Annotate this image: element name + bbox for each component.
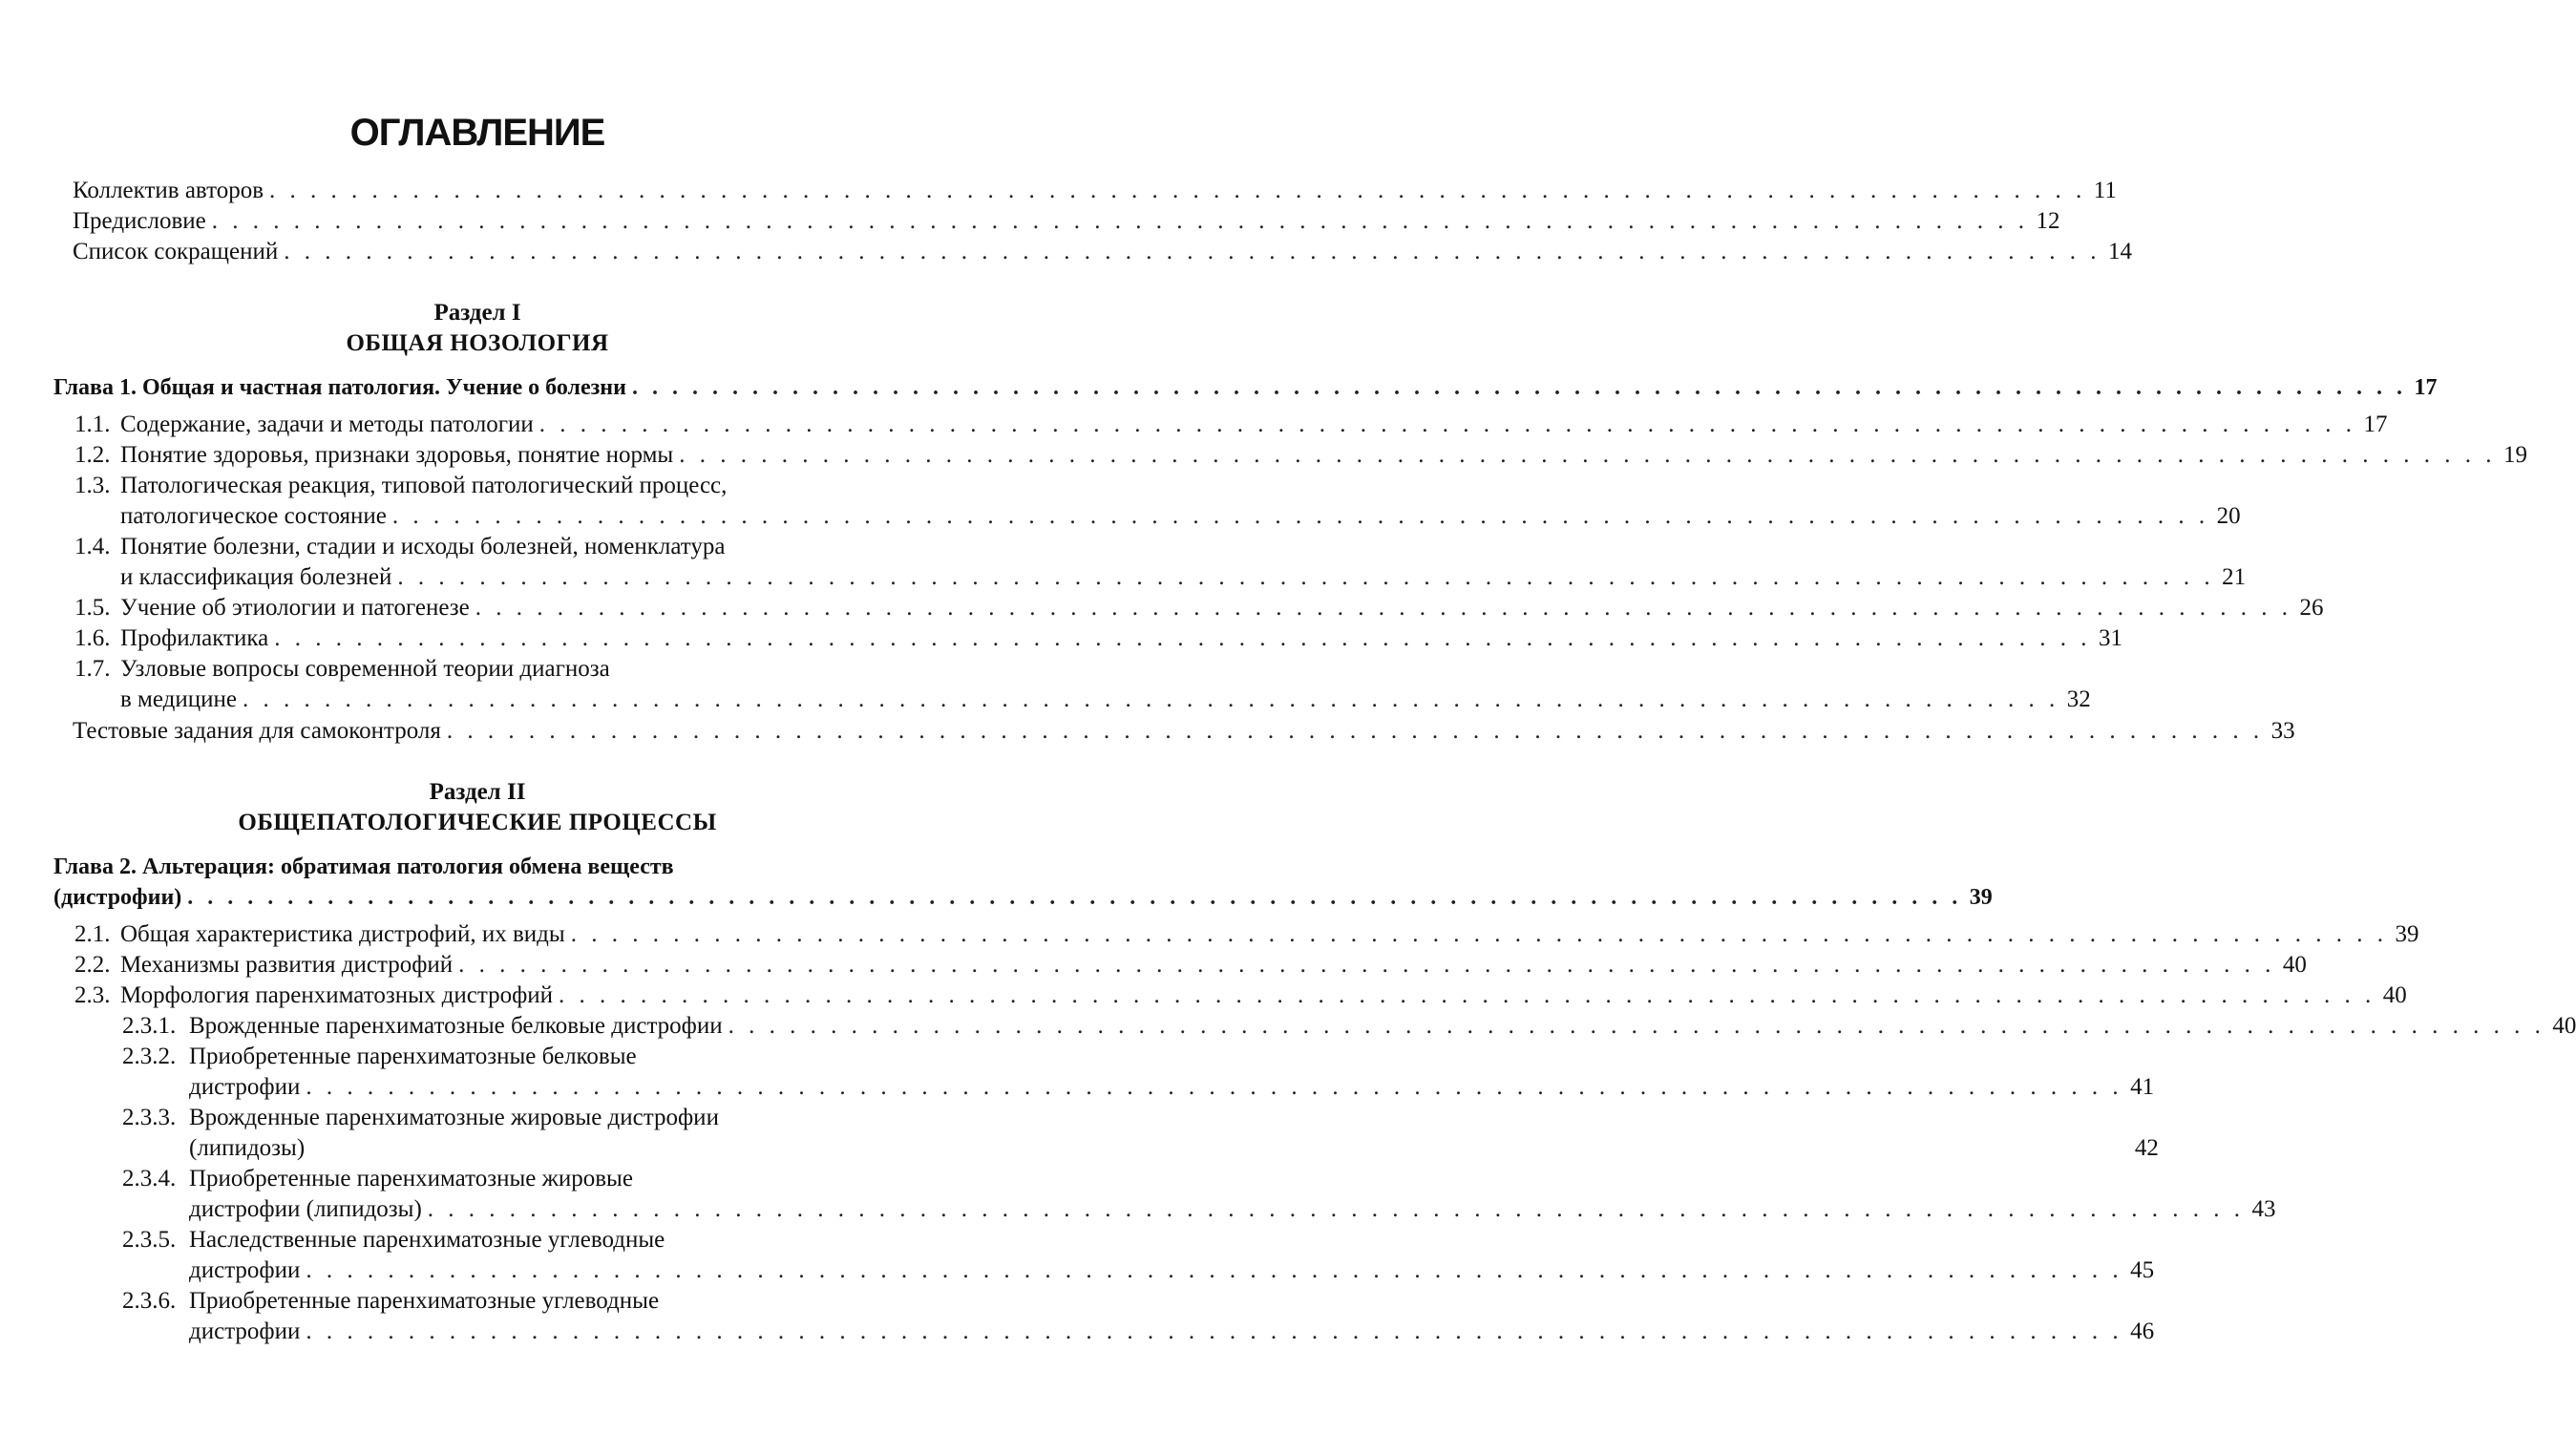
toc-entry[interactable] <box>0 410 2388 440</box>
toc-entry-text: Морфология паренхиматозных дистрофий <box>120 982 554 1008</box>
toc-entry[interactable] <box>0 654 955 685</box>
toc-entry-text: Предисловие <box>73 208 206 234</box>
toc-subentry[interactable] <box>0 1011 2576 1042</box>
toc-entry-text: дистрофии <box>189 1257 301 1283</box>
toc-entry-text: дистрофии (липидозы) <box>189 1196 422 1222</box>
section-label: Раздел II <box>429 779 526 805</box>
toc-entry-authors[interactable] <box>0 176 2117 206</box>
leader-dots: . . . . . . . . . . . . . . . . . . . . . . . . . . . . . . . . . . . . . . . . . . . . . . . . . . . . . . . . . . . . . . . . . . . . . . . . . . . . . . . . . . . . . . . . . <box>274 625 2091 651</box>
toc-page-number: 19 <box>2502 442 2527 468</box>
toc-entry-number: 1.4. <box>74 534 111 559</box>
toc-page-number: 32 <box>2066 686 2091 712</box>
toc-page-number: 46 <box>2130 1318 2155 1344</box>
toc-entry[interactable] <box>0 471 955 501</box>
toc-entry-tests[interactable] <box>0 716 2295 747</box>
leader-dots: . . . . . . . . . . . . . . . . . . . . . . . . . . . . . . . . . . . . . . . . . . . . . . . . . . . . . . . . . . . . . . . . . . . . . . . . . . . . . . . . . . . . . . . . . <box>728 1013 2545 1039</box>
leader-dots: . . . . . . . . . . . . . . . . . . . . . . . . . . . . . . . . . . . . . . . . . . . . . . . . . . . . . . . . . . . . . . . . . . . . . . . . . . . . . . . . . . . . . . . . . <box>631 375 2407 400</box>
toc-entry-continuation[interactable] <box>0 562 2247 593</box>
leader-dots: . . . . . . . . . . . . . . . . . . . . . . . . . . . . . . . . . . . . . . . . . . . . . . . . . . . . . . . . . . . . . . . . . . . . . . . . . . . . . . . . . . . . . . . . . <box>458 952 2275 978</box>
toc-entry-text: в медицине <box>120 686 237 712</box>
toc-entry-number: 2.3. <box>74 982 111 1008</box>
section-label: Раздел I <box>433 300 521 326</box>
page-title: ОГЛАВЛЕНИЕ <box>349 112 605 154</box>
leader-dots: . . . . . . . . . . . . . . . . . . . . . . . . . . . . . . . . . . . . . . . . . . . . . . . . . . . . . . . . . . . . . . . . . . . . . . . . . . . . . . . . . . . . . . . . . <box>538 411 2356 437</box>
toc-subentry[interactable] <box>0 1164 955 1194</box>
toc-entry-text: Коллектив авторов <box>73 178 264 203</box>
toc-entry[interactable] <box>0 440 2527 471</box>
toc-page-number: 17 <box>2414 375 2438 400</box>
toc-chapter-2-continuation[interactable] <box>0 882 1993 913</box>
toc-entry-number: 1.7. <box>74 656 111 682</box>
leader-dots: . . . . . . . . . . . . . . . . . . . . . . . . . . . . . . . . . . . . . . . . . . . . . . . . . . . . . . . . . . . . . . . . . . . . . . . . . . . . . . . . . . . . . . . . . <box>211 208 2029 234</box>
leader-dots: . . . . . . . . . . . . . . . . . . . . . . . . . . . . . . . . . . . . . . . . . . . . . . . . . . . . . . . . . . . . . . . . . . . . . . . . . . . . . . . . . . . . . . . . . <box>427 1196 2245 1222</box>
toc-entry-text-line1: Патологическая реакция, типовой патологический процесс, <box>120 473 728 498</box>
toc-page-number: 31 <box>2098 625 2122 651</box>
toc-entry-text: Список сокращений <box>73 239 279 264</box>
toc-subentry-number: 2.3.5. <box>122 1227 177 1253</box>
leader-dots: . . . . . . . . . . . . . . . . . . . . . . . . . . . . . . . . . . . . . . . . . . . . . . . . . . . . . . . . . . . . . . . . . . . . . . . . . . . . . . . . . . . . . . . . . <box>187 885 1962 910</box>
toc-subentry-number: 2.3.4. <box>122 1166 177 1191</box>
toc-chapter-2[interactable] <box>0 852 955 882</box>
toc-entry[interactable] <box>0 981 2407 1011</box>
toc-entry-text: Тестовые задания для самоконтроля <box>73 718 441 744</box>
leader-dots: . . . . . . . . . . . . . . . . . . . . . . . . . . . . . . . . . . . . . . . . . . . . . . . . . . . . . . . . . . . . . . . . . . . . . . . . . . . . . . . . . . . . . . . . . <box>306 1318 2123 1344</box>
toc-entry-text: дистрофии <box>189 1318 301 1344</box>
toc-entry-text: Профилактика <box>120 625 269 651</box>
toc-page-number: 42 <box>2134 1135 2159 1161</box>
toc-chapter-text-line1: Глава 2. Альтерация: обратимая патология обмена веществ <box>53 854 674 879</box>
toc-entry-text: (липидозы) <box>189 1135 306 1161</box>
toc-subentry-continuation[interactable] <box>0 1194 2276 1225</box>
toc-subentry-number: 2.3.6. <box>122 1288 177 1314</box>
leader-dots: . . . . . . . . . . . . . . . . . . . . . . . . . . . . . . . . . . . . . . . . . . . . . . . . . . . . . . . . . . . . . . . . . . . . . . . . . . . . . . . . . . . . . . . . . <box>242 686 2059 712</box>
toc-page-number: 39 <box>2395 921 2419 947</box>
toc-entry[interactable] <box>0 593 2324 623</box>
toc-page-number: 41 <box>2130 1074 2155 1100</box>
toc-subentry[interactable] <box>0 1103 955 1133</box>
leader-dots: . . . . . . . . . . . . . . . . . . . . . . . . . . . . . . . . . . . . . . . . . . . . . . . . . . . . . . . . . . . . . . . . . . . . . . . . . . . . . . . . . . . . . . . . . <box>446 718 2264 744</box>
toc-page-number: 14 <box>2108 239 2132 264</box>
toc-entry-text: Общая характеристика дистрофий, их виды <box>120 921 565 947</box>
toc-entry-number: 1.3. <box>74 473 111 498</box>
toc-subentry[interactable] <box>0 1225 955 1255</box>
toc-entry-text-line1: Приобретенные паренхиматозные жировые <box>189 1166 633 1191</box>
toc-page-number: 17 <box>2363 411 2388 437</box>
toc-entry-number: 1.6. <box>74 625 111 651</box>
toc-entry-text-line1: Приобретенные паренхиматозные белковые <box>189 1044 637 1069</box>
toc-subentry-continuation[interactable] <box>0 1255 2155 1286</box>
leader-dots: . . . . . . . . . . . . . . . . . . . . . . . . . . . . . . . . . . . . . . . . . . . . . . . . . . . . . . . . . . . . . . . . . . . . . . . . . . . . . . . . . . . . . . . . . <box>679 442 2496 468</box>
leader-dots: . . . . . . . . . . . . . . . . . . . . . . . . . . . . . . . . . . . . . . . . . . . . . . . . . . . . . . . . . . . . . . . . . . . . . . . . . . . . . . . . . . . . . . . . . <box>559 982 2375 1008</box>
toc-chapter-text: Глава 1. Общая и частная патология. Учение о болезни <box>53 375 626 400</box>
toc-entry-abbreviations[interactable] <box>0 237 2132 267</box>
section-title: ОБЩЕПАТОЛОГИЧЕСКИЕ ПРОЦЕССЫ <box>238 810 717 835</box>
toc-subentry[interactable] <box>0 1286 955 1317</box>
toc-page-number: 26 <box>2299 595 2324 621</box>
toc-entry-text: Врожденные паренхиматозные белковые дистрофии <box>189 1013 723 1039</box>
toc-entry-number: 2.1. <box>74 921 111 947</box>
toc-page-number: 39 <box>1969 885 1993 910</box>
leader-dots: . . . . . . . . . . . . . . . . . . . . . . . . . . . . . . . . . . . . . . . . . . . . . . . . . . . . . . . . . . . . . . . . . . . . . . . . . . . . . . . . . . . . . . . . . <box>397 564 2215 590</box>
toc-entry-text: Понятие здоровья, признаки здоровья, понятие нормы <box>120 442 674 468</box>
toc-subentry-number: 2.3.1. <box>122 1013 177 1039</box>
toc-page-number: 40 <box>2382 982 2407 1008</box>
leader-dots: . . . . . . . . . . . . . . . . . . . . . . . . . . . . . . . . . . . . . . . . . . . . . . . . . . . . . . . . . . . . . . . . . . . . . . . . . . . . . . . . . . . . . . . . . <box>269 178 2086 203</box>
leader-dots: . . . . . . . . . . . . . . . . . . . . . . . . . . . . . . . . . . . . . . . . . . . . . . . . . . . . . . . . . . . . . . . . . . . . . . . . . . . . . . . . . . . . . . . . . <box>284 239 2101 264</box>
toc-entry-number: 1.2. <box>74 442 111 468</box>
toc-entry-text-line1: Врожденные паренхиматозные жировые дистрофии <box>189 1105 719 1130</box>
toc-page-number: 12 <box>2036 208 2060 234</box>
toc-entry-text-line1: Понятие болезни, стадии и исходы болезней, номенклатура <box>120 534 726 559</box>
leader-dots: . . . . . . . . . . . . . . . . . . . . . . . . . . . . . . . . . . . . . . . . . . . . . . . . . . . . . . . . . . . . . . . . . . . . . . . . . . . . . . . . . . . . . . . . . <box>306 1257 2123 1283</box>
toc-entry-number: 2.2. <box>74 952 111 978</box>
toc-page-number: 11 <box>2093 178 2117 203</box>
toc-subentry-number: 2.3.3. <box>122 1105 177 1130</box>
toc-page-number: 45 <box>2130 1257 2155 1283</box>
toc-chapter-text: (дистрофии) <box>53 885 182 910</box>
toc-entry-text-line1: Наследственные паренхиматозные углеводные <box>189 1227 665 1253</box>
toc-page-number: 21 <box>2222 564 2247 590</box>
toc-entry-text: Учение об этиологии и патогенезе <box>120 595 470 621</box>
toc-entry[interactable] <box>0 532 955 562</box>
toc-entry-text: патологическое состояние <box>120 503 387 529</box>
leader-dots: . . . . . . . . . . . . . . . . . . . . . . . . . . . . . . . . . . . . . . . . . . . . . . . . . . . . . . . . . . . . . . . . . . . . . . . . . . . . . . . . . . . . . . . . . <box>391 503 2209 529</box>
toc-subentry-number: 2.3.2. <box>122 1044 177 1069</box>
toc-subentry-continuation[interactable] <box>0 1317 2155 1347</box>
toc-page-number: 20 <box>2216 503 2241 529</box>
toc-entry-number: 1.1. <box>74 411 111 437</box>
section-title: ОБЩАЯ НОЗОЛОГИЯ <box>346 330 609 356</box>
toc-entry-text-line1: Приобретенные паренхиматозные углеводные <box>189 1288 660 1314</box>
toc-entry-continuation[interactable] <box>0 685 2091 715</box>
toc-page-number: 40 <box>2552 1013 2576 1039</box>
toc-entry-text: Механизмы развития дистрофий <box>120 952 454 978</box>
toc-entry-continuation[interactable] <box>0 501 2241 532</box>
leader-dots: . . . . . . . . . . . . . . . . . . . . . . . . . . . . . . . . . . . . . . . . . . . . . . . . . . . . . . . . . . . . . . . . . . . . . . . . . . . . . . . . . . . . . . . . . <box>475 595 2292 621</box>
toc-subentry[interactable] <box>0 1042 955 1072</box>
toc-page-number: 40 <box>2282 952 2307 978</box>
toc-entry[interactable] <box>0 950 2307 981</box>
toc-entry-text: дистрофии <box>189 1074 301 1100</box>
toc-entry[interactable] <box>0 623 2122 654</box>
toc-entry[interactable] <box>0 919 2419 950</box>
toc-entry-number: 1.5. <box>74 595 111 621</box>
toc-subentry-continuation[interactable] <box>0 1133 2159 1164</box>
toc-entry-preface[interactable] <box>0 206 2060 237</box>
leader-dots: . . . . . . . . . . . . . . . . . . . . . . . . . . . . . . . . . . . . . . . . . . . . . . . . . . . . . . . . . . . . . . . . . . . . . . . . . . . . . . . . . . . . . . . . . <box>306 1074 2123 1100</box>
toc-page-number: 43 <box>2251 1196 2276 1222</box>
toc-entry-text: Содержание, задачи и методы патологии <box>120 411 534 437</box>
toc-entry-text-line1: Узловые вопросы современной теории диагноза <box>120 656 610 682</box>
toc-page-number: 33 <box>2270 718 2295 744</box>
toc-subentry-continuation[interactable] <box>0 1072 2155 1103</box>
toc-entry-text: и классификация болезней <box>120 564 392 590</box>
leader-dots: . . . . . . . . . . . . . . . . . . . . . . . . . . . . . . . . . . . . . . . . . . . . . . . . . . . . . . . . . . . . . . . . . . . . . . . . . . . . . . . . . . . . . . . . . <box>570 921 2388 947</box>
toc-chapter-1[interactable] <box>0 372 2438 403</box>
